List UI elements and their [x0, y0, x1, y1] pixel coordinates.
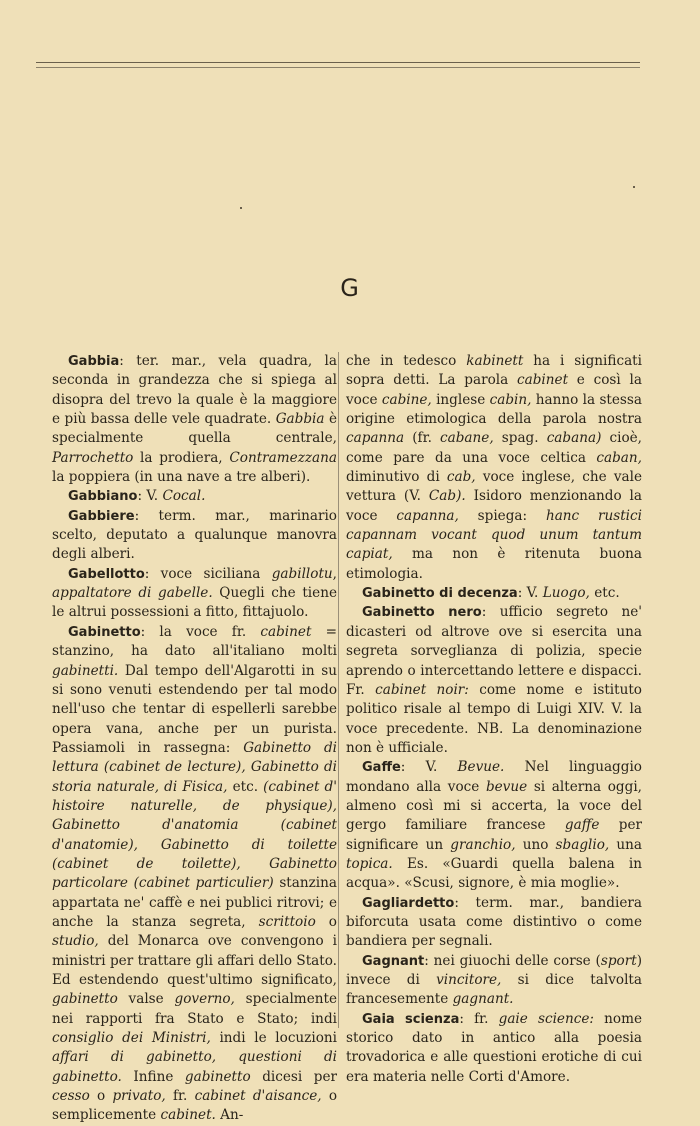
left-column: [52, 352, 337, 1126]
entry-text: : term. mar., bandiera biforcuta usata come distintivo o come bandiera per segnali.: [346, 894, 642, 950]
entry-text: ma non è ritenuta buona etimologia.: [346, 546, 642, 582]
entry-headword: Gabinetto di decenza: [362, 586, 518, 602]
entry-text: : ufficio segreto ne' dicasteri od altrove ove si esercita una segreta sorveglianza di polizia, specie aprendo o intercettando lettere e dispacci. Fr.: [346, 604, 643, 698]
entry-headword: Gaffe: [362, 760, 401, 776]
entry-headword: Gabellotto: [68, 566, 145, 582]
italic-term: cabinet: [260, 623, 312, 640]
entry-headword: Gabinetto: [68, 624, 141, 640]
entry-text: ) invece di: [346, 952, 642, 988]
entry-text: la poppiera (in una nave a tre alberi).: [52, 469, 311, 486]
dictionary-entry: [346, 758, 642, 893]
entry-text: voce inglese, che vale vettura (V.: [346, 469, 643, 505]
entry-text: come nome e istituto politico risale al tempo di Luigi XIV. V. la voce precedente. NB. La denominazione non è ufficiale.: [346, 681, 642, 756]
entry-headword: Gagliardetto: [362, 895, 455, 911]
italic-term: cesso: [52, 1088, 90, 1105]
dictionary-entry: [346, 894, 642, 952]
section-letter: G: [340, 274, 360, 302]
italic-term: cabana): [546, 430, 602, 447]
italic-term: gaie science:: [498, 1010, 594, 1027]
italic-term: cabane,: [440, 430, 494, 447]
entry-headword: Gagnant: [362, 953, 425, 969]
italic-term: gaffe: [564, 817, 600, 834]
italic-term: Parrochetto: [52, 449, 134, 466]
entry-text: si dice talvolta francesemente: [346, 972, 642, 1008]
italic-term: gabillotu: [271, 565, 333, 582]
dictionary-entry: [346, 603, 642, 758]
entry-text: etc.: [589, 585, 620, 602]
entry-headword: Gabinetto nero: [362, 605, 482, 621]
italic-term: topica.: [346, 855, 393, 872]
right-column: [346, 352, 642, 1087]
italic-term: appaltatore di gabelle.: [52, 585, 213, 602]
entry-text: dicesi per: [250, 1068, 337, 1085]
italic-term: capanna: [346, 430, 405, 447]
italic-term: sbaglio,: [555, 836, 610, 853]
italic-term: hanc rustici capannam vocant quod unum tantum capiat,: [346, 507, 642, 563]
entry-text: : la voce fr.: [140, 623, 261, 640]
italic-term: privato,: [112, 1088, 166, 1105]
italic-term: Cab).: [428, 488, 466, 505]
entry-text: : nei giuochi delle corse (: [424, 952, 601, 969]
entry-text: indi le locuzioni: [210, 1030, 337, 1047]
entry-text: Nel linguaggio mondano alla voce: [346, 759, 642, 795]
print-speck: [240, 207, 242, 209]
entry-text: o: [315, 913, 337, 930]
entry-text: : V.: [137, 488, 163, 505]
dictionary-entry: [346, 584, 642, 603]
italic-term: granchio,: [450, 836, 516, 853]
italic-term: Gabbia: [275, 411, 325, 428]
italic-term: consiglio dei Ministri,: [52, 1030, 211, 1047]
print-speck: [633, 186, 635, 188]
entry-text: : term. mar., marinario scelto, deputato a qualunque manovra degli alberi.: [52, 507, 337, 563]
column-divider: [338, 352, 339, 1028]
italic-term: governo,: [174, 991, 235, 1008]
entry-text: (fr.: [404, 430, 441, 447]
italic-term: cabinet.: [160, 1107, 216, 1124]
entry-headword: Gabbiere: [68, 508, 135, 524]
italic-term: cabin,: [489, 391, 532, 408]
dictionary-entry: [346, 952, 642, 1010]
italic-term: kabinett: [466, 353, 524, 369]
entry-text: Isidoro menzionando la voce: [346, 488, 643, 524]
entry-text: e così la voce: [346, 372, 642, 408]
italic-term: bevue: [485, 778, 528, 795]
entry-headword: Gabbia: [68, 354, 120, 369]
dictionary-entry: [52, 352, 337, 487]
entry-text: Es. «Guardi quella balena in acqua». «Scusi, signore, è mia moglie».: [346, 855, 642, 892]
entry-text: : ter. mar., vela quadra, la seconda in grandezza che si spiega al disopra del trevo la quale è la maggiore e più bassa delle vele quadrate.: [52, 353, 337, 428]
italic-term: vincitore,: [436, 972, 502, 988]
entry-text: : voce siciliana: [144, 565, 272, 582]
italic-term: sport: [600, 952, 637, 969]
entry-text: fr.: [165, 1088, 195, 1105]
entry-text: spag.: [493, 430, 547, 447]
italic-term: Bevue.: [457, 759, 505, 776]
italic-term: cabinet noir:: [375, 681, 469, 698]
italic-term: gabinetto: [52, 991, 118, 1008]
italic-term: Contramezzana: [229, 449, 337, 466]
entry-text: o: [89, 1088, 113, 1105]
dictionary-entry: [346, 1010, 642, 1087]
entry-text: etc.: [227, 778, 264, 795]
entry-text: hanno la stessa origine etimologica della parola nostra: [346, 391, 642, 428]
entry-text: la prodiera,: [133, 449, 230, 466]
italic-term: gabinetti.: [52, 662, 119, 679]
entry-text: An-: [215, 1107, 244, 1124]
dictionary-entry: [52, 507, 337, 565]
dictionary-entry: [52, 565, 337, 623]
entry-text: si alterna oggi, almeno così mi si accerta, la voce del gergo familiare francese: [346, 778, 642, 834]
entry-text: Dal tempo dell'Algarotti in su si sono venuti estendendo per tal modo nell'uso che tentar di espellerli sarebbe opera vana, anche per un purista. Passiamoli in rassegna:: [52, 662, 337, 756]
dictionary-entry: [52, 623, 337, 1126]
entry-text: ,: [332, 565, 337, 582]
italic-term: scrittoio: [258, 913, 316, 930]
entry-text: Quegli che tiene le altrui possessioni a fitto, fittajuolo.: [52, 585, 338, 621]
entry-text: specialmente nei rapporti fra Stato e Stato; indi: [52, 991, 337, 1027]
italic-term: cabine,: [381, 391, 432, 408]
entry-text: che in tedesco: [346, 353, 467, 369]
italic-term: Gabinetto di lettura (cabinet de lecture), Gabinetto di storia naturale, di Fisica,: [52, 739, 337, 795]
italic-term: (cabinet d' histoire naturelle, de physique), Gabinetto d'anatomia (cabinet d'anatomie), Gabinetto di toilette (cabinet de toilette), Gabinetto particolare (cabinet particulier): [52, 778, 337, 892]
italic-term: gagnant.: [452, 991, 514, 1008]
entry-text: : V.: [400, 759, 458, 776]
entry-text: stanzina appartata ne' caffè e nei publici ritrovi; e anche la stanza segreta,: [52, 875, 337, 930]
entry-text: valse: [117, 991, 175, 1008]
entry-text: diminutivo di: [346, 469, 447, 486]
top-rule: [36, 62, 640, 68]
italic-term: Luogo,: [542, 585, 590, 602]
entry-text: inglese: [431, 391, 490, 408]
entry-text: nome storico dato in antico alla poesia trovadorica e alle questioni erotiche di cui era materia nelle Corti d'Amore.: [346, 1010, 643, 1085]
entry-text: del Monarca ove convengono i ministri per trattare gli affari dello Stato. Ed estendendo quest'ultimo significato,: [52, 933, 337, 988]
entry-headword: Gaia scienza: [362, 1011, 460, 1027]
entry-text: o semplicemente: [52, 1088, 337, 1124]
italic-term: Cocal.: [162, 488, 206, 505]
entry-text: = stanzino, ha dato all'italiano molti: [52, 623, 337, 660]
entry-text: per significare un: [346, 817, 642, 853]
entry-text: una: [609, 836, 642, 853]
italic-term: cabinet d'aisance,: [194, 1088, 322, 1105]
entry-text: spiega:: [458, 507, 546, 524]
entry-text: : fr.: [459, 1010, 499, 1027]
italic-term: capanna,: [396, 507, 459, 524]
dictionary-entry: [346, 352, 642, 584]
entry-text: è specialmente quella centrale,: [52, 411, 338, 447]
entry-text: cioè, come pare da una voce celtica: [346, 430, 642, 466]
italic-term: cabinet: [517, 372, 569, 389]
entry-text: : V.: [517, 585, 543, 602]
italic-term: caban,: [596, 449, 642, 466]
entry-headword: Gabbiano: [68, 489, 138, 505]
italic-term: gabinetto: [184, 1068, 251, 1085]
italic-term: studio,: [52, 933, 99, 950]
dictionary-entry: [52, 487, 337, 506]
italic-term: cab,: [446, 469, 476, 486]
entry-text: uno: [515, 836, 556, 853]
italic-term: affari di gabinetto, questioni di gabinetto.: [52, 1049, 337, 1085]
entry-text: ha i significati sopra detti. La parola: [346, 353, 642, 389]
entry-text: Infine: [121, 1068, 185, 1085]
